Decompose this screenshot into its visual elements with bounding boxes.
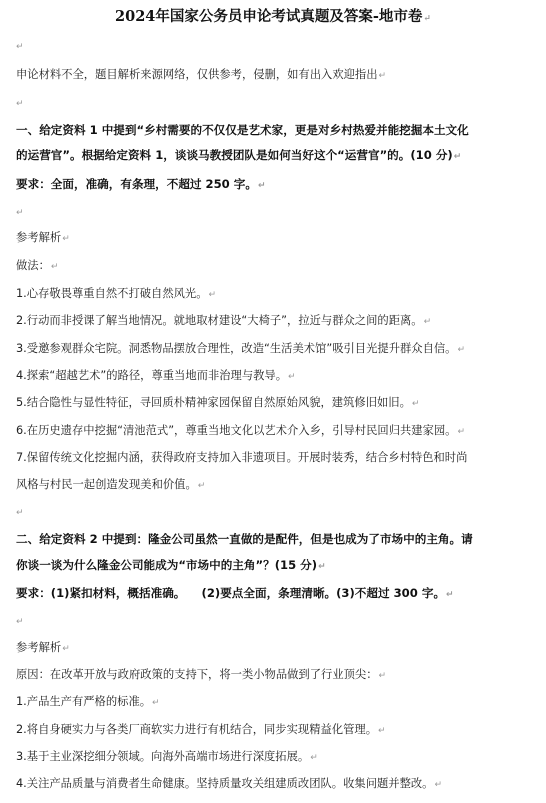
- list-item: 1.产品生产有严格的标准。↵: [16, 695, 160, 708]
- paragraph-mark-icon: ↵: [434, 780, 443, 790]
- paragraph-mark-icon: ↵: [457, 427, 466, 437]
- list-item: 4.探索“超越艺术”的路径，尊重当地而非治理与教导。↵: [16, 369, 296, 382]
- question-2-heading-line-1: 二、给定资料 2 中提到：隆金公司虽然一直做的是配件，但是也成为了市场中的主角。请: [16, 532, 473, 546]
- empty-line: [16, 504, 538, 521]
- paragraph-mark-icon: ↵: [423, 317, 432, 327]
- paragraph-mark-icon: ↵: [152, 698, 160, 708]
- list-item: 2.行动而非授课了解当地情况。就地取材建设“大椅子”，拉近与群众之间的距离。↵: [16, 314, 432, 327]
- paragraph-mark-icon: ↵: [378, 71, 387, 81]
- question-2-heading-line-2: 你谈一谈为什么隆金公司能成为“市场中的主角”？(15 分)↵: [16, 558, 326, 572]
- question-2-analysis-label: 参考解析↵: [16, 641, 70, 654]
- document-title: 2024年国家公务员申论考试真题及答案-地市卷↵: [115, 8, 431, 25]
- paragraph-mark-icon: ↵: [50, 262, 59, 272]
- list-item-continuation: 风格与村民一起创造发现美和价值。↵: [16, 478, 206, 491]
- question-1-method-label: 做法：↵: [16, 259, 59, 272]
- paragraph-mark-icon: ↵: [257, 181, 266, 191]
- paragraph-mark-icon: ↵: [16, 42, 24, 52]
- question-2-reason-label: 原因：在改革开放与政府政策的支持下，将一类小物品做到了行业顶尖：↵: [16, 668, 387, 681]
- paragraph-mark-icon: ↵: [457, 345, 466, 355]
- empty-line: [16, 613, 538, 630]
- list-item: 5.结合隐性与显性特征，寻回质朴精神家园保留自然原始风貌，建筑修旧如旧。↵: [16, 396, 420, 409]
- list-item: 3.基于主业深挖细分领域。向海外高端市场进行深度拓展。↵: [16, 750, 318, 763]
- list-item: 2.将自身硬实力与各类厂商软实力进行有机结合，同步实现精益化管理。↵: [16, 723, 386, 736]
- paragraph-mark-icon: ↵: [208, 290, 217, 300]
- paragraph-mark-icon: ↵: [411, 399, 420, 409]
- paragraph-mark-icon: ↵: [453, 152, 462, 162]
- list-item: 7.保留传统文化挖掘内涵，获得政府支持加入非遗项目。开展时装秀，结合乡村特色和时尚: [16, 451, 468, 464]
- empty-line: [16, 95, 538, 112]
- paragraph-mark-icon: ↵: [62, 234, 70, 244]
- question-1-heading-line-2: 的运营官”。根据给定资料 1，谈谈马教授团队是如何当好这个“运营官”的。(10 分)↵: [16, 148, 462, 162]
- empty-line: [16, 38, 538, 55]
- list-item: 6.在历史遗存中挖掘“清池范式”，尊重当地文化以艺术介入乡，引导村民回归共建家园。↵: [16, 424, 466, 437]
- question-1-requirement: 要求：全面，准确，有条理，不超过 250 字。↵: [16, 177, 266, 191]
- paragraph-mark-icon: ↵: [16, 617, 24, 627]
- paragraph-mark-icon: ↵: [318, 562, 326, 572]
- paragraph-mark-icon: ↵: [378, 671, 387, 681]
- paragraph-mark-icon: ↵: [16, 508, 24, 518]
- list-item: 3.受邀参观群众宅院。洞悉物品摆放合理性，改造“生活美术馆”吸引目光提升群众自信。↵: [16, 342, 466, 355]
- paragraph-mark-icon: ↵: [310, 753, 318, 763]
- question-2-requirement: 要求：(1)紧扣材料，概括准确。 (2)要点全面，条理清晰。(3)不超过 300 字。↵: [16, 586, 454, 600]
- paragraph-mark-icon: ↵: [378, 726, 386, 736]
- paragraph-mark-icon: ↵: [423, 14, 431, 24]
- question-1-analysis-label: 参考解析↵: [16, 231, 70, 244]
- paragraph-mark-icon: ↵: [288, 372, 296, 382]
- paragraph-mark-icon: ↵: [197, 481, 206, 491]
- empty-line: [16, 204, 538, 221]
- paragraph-mark-icon: ↵: [16, 99, 24, 109]
- source-note: 申论材料不全，题目解析来源网络，仅供参考，侵删，如有出入欢迎指出↵: [16, 68, 387, 81]
- paragraph-mark-icon: ↵: [446, 590, 454, 600]
- question-1-heading-line-1: 一、给定资料 1 中提到“乡村需要的不仅仅是艺术家，更是对乡村热爱并能挖掘本土文化: [16, 123, 469, 137]
- paragraph-mark-icon: ↵: [62, 644, 70, 654]
- list-item: 1.心存敬畏尊重自然不打破自然风光。↵: [16, 287, 217, 300]
- list-item: 4.关注产品质量与消费者生命健康。坚持质量攻关组建质改团队。收集问题并整改。↵: [16, 777, 443, 790]
- paragraph-mark-icon: ↵: [16, 208, 24, 218]
